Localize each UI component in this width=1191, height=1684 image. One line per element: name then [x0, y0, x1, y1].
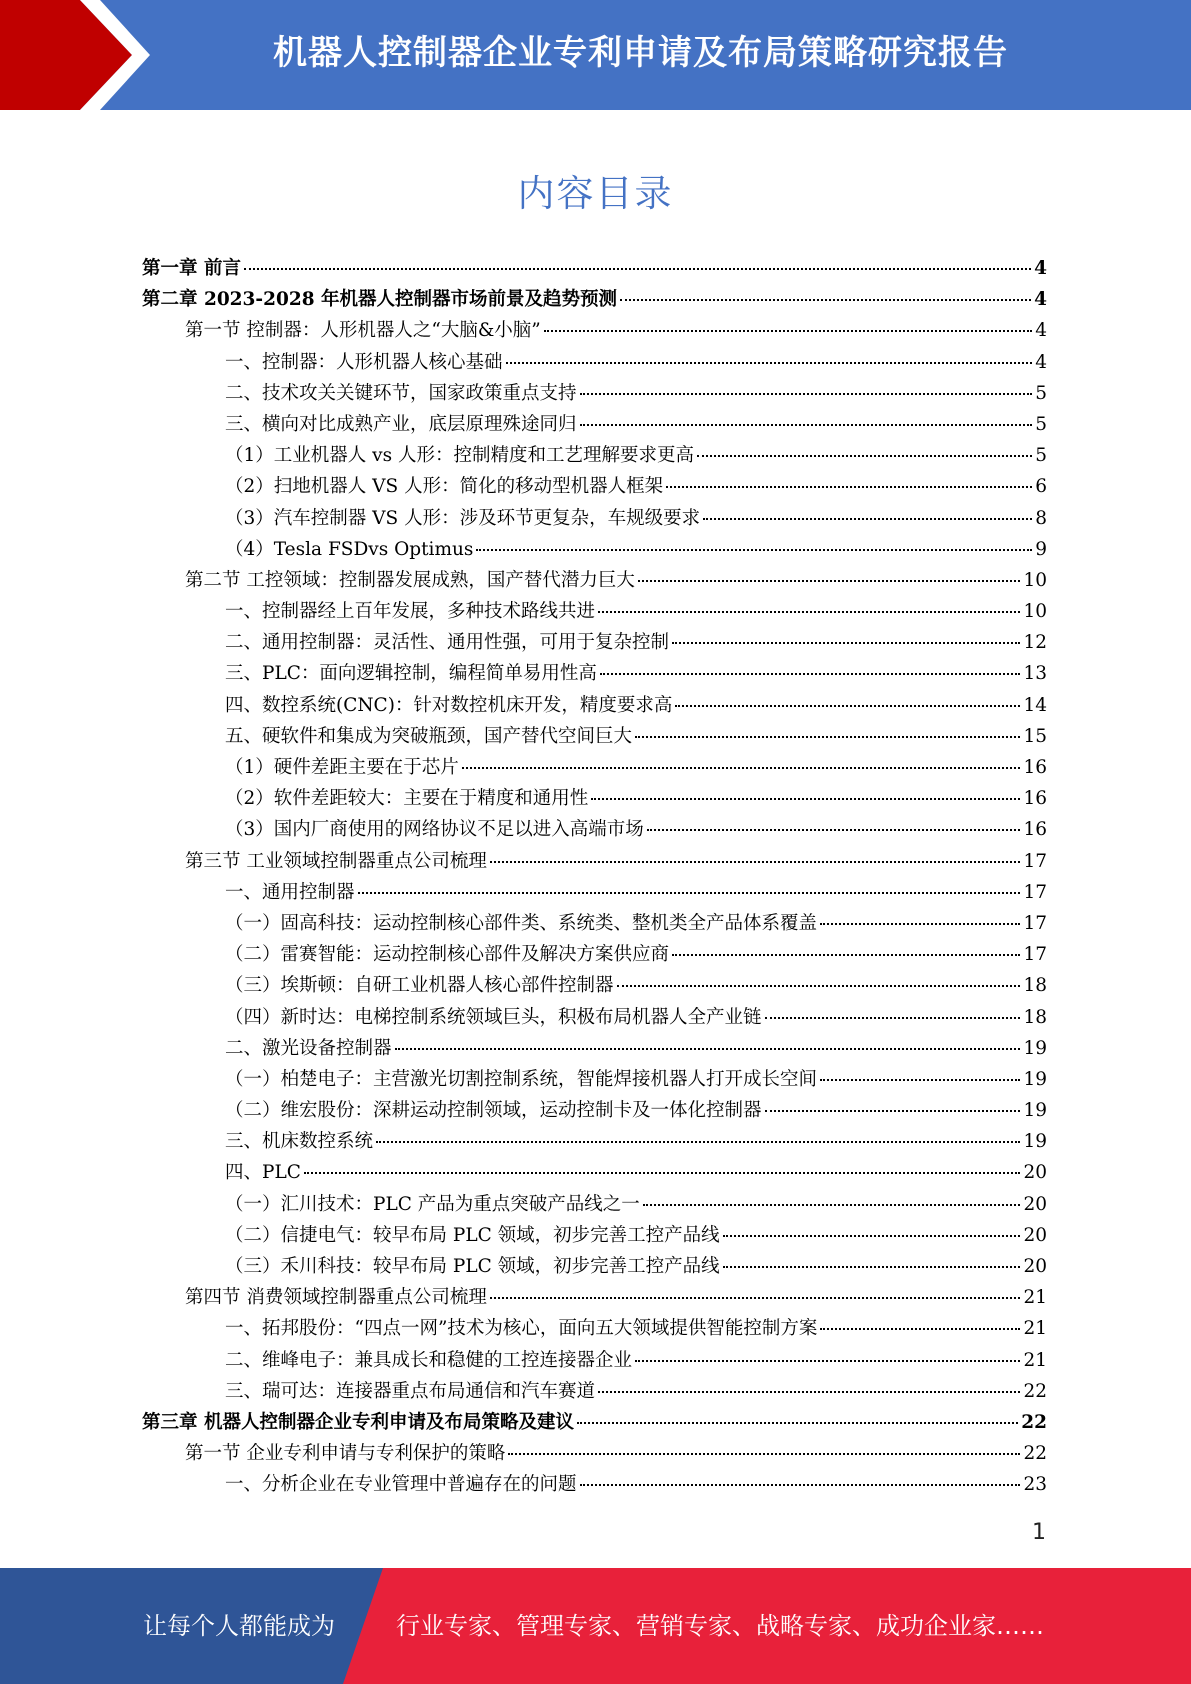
toc-entry-page: 17 [1023, 881, 1047, 903]
toc-entry-label: 三、PLC：面向逻辑控制，编程简单易用性高 [225, 663, 597, 685]
toc-entry-page: 17 [1023, 944, 1047, 966]
toc-entry-label: （1）工业机器人 vs 人形：控制精度和工艺理解要求更高 [225, 445, 694, 467]
page-footer [0, 1568, 1191, 1684]
toc-entry[interactable] [142, 316, 1047, 347]
toc-entry[interactable] [142, 254, 1047, 285]
toc-entry[interactable] [142, 1439, 1047, 1470]
toc-entry-label: （3）汽车控制器 VS 人形：涉及环节更复杂，车规级要求 [225, 507, 701, 529]
toc-entry[interactable] [142, 1096, 1047, 1127]
toc-entry-page: 19 [1023, 1100, 1047, 1122]
toc-entry-page: 16 [1023, 757, 1047, 778]
toc-dot-leader [508, 1453, 1020, 1455]
toc-entry-label: 第四节 消费领域控制器重点公司梳理 [185, 1287, 487, 1309]
toc-entry-label: （三）禾川科技：较早布局 PLC 领域，初步完善工控产品线 [225, 1256, 720, 1277]
toc-entry-label: （一）汇川技术：PLC 产品为重点突破产品线之一 [225, 1193, 640, 1215]
toc-dot-leader [675, 705, 1020, 707]
toc-dot-leader [703, 518, 1032, 520]
toc-dot-leader [598, 611, 1020, 613]
toc-entry-label: （一）固高科技：运动控制核心部件类、系统类、整机类全产品体系覆盖 [225, 912, 818, 934]
toc-dot-leader [638, 580, 1021, 582]
document-title: 机器人控制器企业专利申请及布局策略研究报告 [273, 33, 1008, 73]
toc-dot-leader [723, 1266, 1021, 1268]
toc-entry-label: 第二章 2023-2028 年机器人控制器市场前景及趋势预测 [142, 289, 618, 311]
toc-entry-page: 19 [1023, 1037, 1047, 1059]
toc-entry[interactable] [142, 1003, 1047, 1034]
toc-entry[interactable] [142, 753, 1047, 784]
toc-entry-page: 17 [1023, 850, 1047, 872]
toc-entry-page: 5 [1035, 445, 1047, 467]
toc-entry-page: 12 [1023, 632, 1047, 654]
toc-dot-leader [635, 736, 1020, 738]
toc-entry-page: 21 [1023, 1349, 1047, 1371]
page-number: 1 [1032, 1520, 1046, 1545]
toc-dot-leader [580, 1484, 1021, 1486]
toc-entry-page: 22 [1023, 1380, 1047, 1402]
toc-entry-label: 二、激光设备控制器 [225, 1037, 392, 1059]
toc-entry-label: 一、拓邦股份：“四点一网”技术为核心，面向五大领域提供智能控制方案 [225, 1318, 818, 1340]
toc-entry-label: （2）软件差距较大：主要在于精度和通用性 [225, 788, 589, 810]
toc-entry[interactable] [142, 784, 1047, 815]
toc-entry-label: 二、通用控制器：灵活性、通用性强，可用于复杂控制 [225, 632, 670, 654]
toc-dot-leader [617, 985, 1021, 987]
toc-entry-page: 5 [1035, 382, 1047, 404]
toc-entry-page: 20 [1023, 1256, 1047, 1277]
toc-dot-leader [598, 1391, 1020, 1393]
toc-dot-leader [820, 1328, 1020, 1330]
toc-entry-label: 三、横向对比成熟产业，底层原理殊途同归 [225, 413, 577, 435]
toc-dot-leader [544, 330, 1032, 332]
toc-entry[interactable] [142, 410, 1047, 441]
toc-dot-leader [820, 1079, 1020, 1081]
toc-dot-leader [395, 1048, 1021, 1050]
toc-entry[interactable] [142, 691, 1047, 722]
toc-entry-page: 16 [1023, 819, 1047, 841]
toc-entry[interactable] [142, 909, 1047, 940]
toc-entry[interactable] [142, 441, 1047, 472]
toc-entry-label: 一、分析企业在专业管理中普遍存在的问题 [225, 1474, 577, 1496]
toc-entry-page: 10 [1023, 569, 1047, 591]
toc-dot-leader [304, 1172, 1021, 1174]
toc-dot-leader [580, 424, 1033, 426]
toc-entry-page: 14 [1023, 694, 1047, 716]
toc-entry[interactable] [142, 285, 1047, 316]
toc-dot-leader [358, 892, 1021, 894]
toc-entry[interactable] [142, 815, 1047, 846]
toc-dot-leader [490, 1297, 1021, 1299]
toc-dot-leader [244, 268, 1031, 270]
toc-dot-leader [620, 299, 1031, 301]
toc-entry-label: （二）维宏股份：深耕运动控制领域，运动控制卡及一体化控制器 [225, 1100, 762, 1122]
toc-entry-label: 一、通用控制器 [225, 881, 355, 903]
toc-dot-leader [672, 642, 1020, 644]
toc-entry[interactable] [142, 722, 1047, 753]
toc-entry-label: （4）Tesla FSDvs Optimus [225, 538, 474, 560]
toc-entry-page: 20 [1023, 1193, 1047, 1215]
toc-dot-leader [376, 1141, 1020, 1143]
toc-entry[interactable] [142, 566, 1047, 597]
toc-entry[interactable] [142, 1252, 1047, 1283]
toc-dot-leader [506, 362, 1033, 364]
toc-entry[interactable] [142, 628, 1047, 659]
toc-entry-label: 二、维峰电子：兼具成长和稳健的工控连接器企业 [225, 1349, 633, 1371]
footer-slogan-left: 让每个人都能成为 [143, 1612, 335, 1640]
toc-entry-page: 19 [1023, 1068, 1047, 1090]
toc-entry-label: （二）信捷电气：较早布局 PLC 领域，初步完善工控产品线 [225, 1224, 720, 1246]
toc-dot-leader [723, 1235, 1021, 1237]
toc-dot-leader [765, 1017, 1021, 1019]
toc-entry-label: （2）扫地机器人 VS 人形：简化的移动型机器人框架 [225, 476, 664, 498]
toc-entry[interactable] [142, 1221, 1047, 1252]
toc-entry-label: 五、硬软件和集成为突破瓶颈，国产替代空间巨大 [225, 725, 633, 747]
toc-entry[interactable] [142, 597, 1047, 628]
toc-dot-leader [697, 455, 1032, 457]
toc-entry-page: 13 [1023, 663, 1047, 685]
toc-entry[interactable] [142, 971, 1047, 1002]
toc-entry[interactable] [142, 504, 1047, 535]
toc-entry[interactable] [142, 847, 1047, 878]
toc-entry-label: 第三节 工业领域控制器重点公司梳理 [185, 850, 487, 872]
toc-entry-page: 21 [1023, 1318, 1047, 1340]
toc-dot-leader [577, 1422, 1018, 1424]
toc-entry[interactable] [142, 535, 1047, 566]
toc-entry-label: 一、控制器：人形机器人核心基础 [225, 351, 503, 373]
toc-entry-label: （3）国内厂商使用的网络协议不足以进入高端市场 [225, 819, 644, 841]
toc-entry-page: 18 [1023, 1006, 1047, 1028]
toc-dot-leader [490, 861, 1021, 863]
header-arrow-decoration [0, 0, 150, 110]
page-header [0, 0, 1191, 110]
toc-dot-leader [580, 393, 1033, 395]
toc-entry[interactable] [142, 472, 1047, 503]
toc-entry[interactable] [142, 659, 1047, 690]
toc-entry[interactable] [142, 348, 1047, 379]
toc-heading: 内容目录 [517, 172, 674, 215]
toc-entry-label: 第二节 工控领域：控制器发展成熟，国产替代潜力巨大 [185, 569, 635, 591]
toc-entry-label: （四）新时达：电梯控制系统领域巨头，积极布局机器人全产业链 [225, 1006, 762, 1028]
toc-entry-page: 20 [1023, 1224, 1047, 1246]
toc-entry[interactable] [142, 1158, 1047, 1189]
toc-dot-leader [635, 1360, 1020, 1362]
toc-entry-page: 16 [1023, 788, 1047, 810]
footer-slogan-right: 行业专家、管理专家、营销专家、战略专家、成功企业家…… [396, 1612, 1044, 1640]
toc-entry-label: （二）雷赛智能：运动控制核心部件及解决方案供应商 [225, 944, 670, 966]
toc-entry-page: 4 [1035, 351, 1047, 373]
toc-entry-page: 22 [1021, 1411, 1047, 1433]
toc-dot-leader [672, 954, 1020, 956]
toc-entry-page: 6 [1035, 476, 1047, 498]
toc-dot-leader [591, 798, 1020, 800]
toc-entry[interactable] [142, 1034, 1047, 1065]
toc-entry-label: 第一节 企业专利申请与专利保护的策略 [185, 1443, 506, 1465]
toc-entry-page: 21 [1023, 1287, 1047, 1309]
toc-entry-page: 8 [1035, 507, 1047, 529]
toc-entry-label: （一）柏楚电子：主营激光切割控制系统，智能焊接机器人打开成长空间 [225, 1068, 818, 1090]
toc-entry-label: 第一章 前言 [142, 258, 241, 279]
toc-dot-leader [647, 829, 1021, 831]
toc-entry[interactable] [142, 1127, 1047, 1158]
toc-entry[interactable] [142, 878, 1047, 909]
toc-dot-leader [462, 767, 1021, 769]
toc-dot-leader [765, 1110, 1021, 1112]
toc-entry-page: 19 [1023, 1131, 1047, 1153]
toc-entry-page: 4 [1034, 258, 1047, 279]
toc-entry[interactable] [142, 379, 1047, 410]
toc-entry-label: 第一节 控制器：人形机器人之“大脑&小脑” [185, 320, 541, 342]
toc-entry-label: 二、技术攻关关键环节，国家政策重点支持 [225, 382, 577, 404]
toc-entry[interactable] [142, 1065, 1047, 1096]
toc-entry-page: 23 [1023, 1474, 1047, 1496]
toc-entry-page: 18 [1023, 975, 1047, 997]
toc-entry-label: 三、机床数控系统 [225, 1131, 374, 1153]
table-of-contents [142, 254, 1047, 1502]
toc-entry-page: 20 [1023, 1162, 1047, 1184]
toc-entry[interactable] [142, 1346, 1047, 1377]
toc-entry-label: 一、控制器经上百年发展，多种技术路线共进 [225, 601, 596, 623]
toc-entry-page: 22 [1023, 1443, 1047, 1465]
toc-entry[interactable] [142, 940, 1047, 971]
toc-entry-page: 17 [1023, 912, 1047, 934]
toc-entry-label: 三、瑞可达：连接器重点布局通信和汽车赛道 [225, 1380, 596, 1402]
toc-entry-label: 第三章 机器人控制器企业专利申请及布局策略及建议 [142, 1411, 574, 1433]
toc-entry-page: 9 [1035, 538, 1047, 560]
toc-entry[interactable] [142, 1377, 1047, 1408]
toc-dot-leader [600, 673, 1021, 675]
toc-entry[interactable] [142, 1470, 1047, 1501]
toc-dot-leader [820, 923, 1020, 925]
toc-entry[interactable] [142, 1190, 1047, 1221]
toc-dot-leader [476, 549, 1032, 551]
toc-entry[interactable] [142, 1283, 1047, 1314]
toc-entry-page: 15 [1023, 725, 1047, 747]
toc-entry-label: 四、PLC [225, 1162, 301, 1184]
toc-entry-page: 5 [1035, 413, 1047, 435]
toc-entry-page: 4 [1035, 320, 1047, 342]
toc-dot-leader [666, 486, 1032, 488]
toc-entry[interactable] [142, 1314, 1047, 1345]
toc-dot-leader [643, 1204, 1021, 1206]
toc-entry-label: （三）埃斯顿：自研工业机器人核心部件控制器 [225, 975, 614, 997]
toc-entry-page: 10 [1023, 601, 1047, 623]
toc-entry-page: 4 [1034, 289, 1047, 311]
toc-entry-label: （1）硬件差距主要在于芯片 [225, 757, 459, 778]
toc-entry-label: 四、数控系统(CNC)：针对数控机床开发，精度要求高 [225, 694, 673, 716]
toc-entry[interactable] [142, 1408, 1047, 1439]
